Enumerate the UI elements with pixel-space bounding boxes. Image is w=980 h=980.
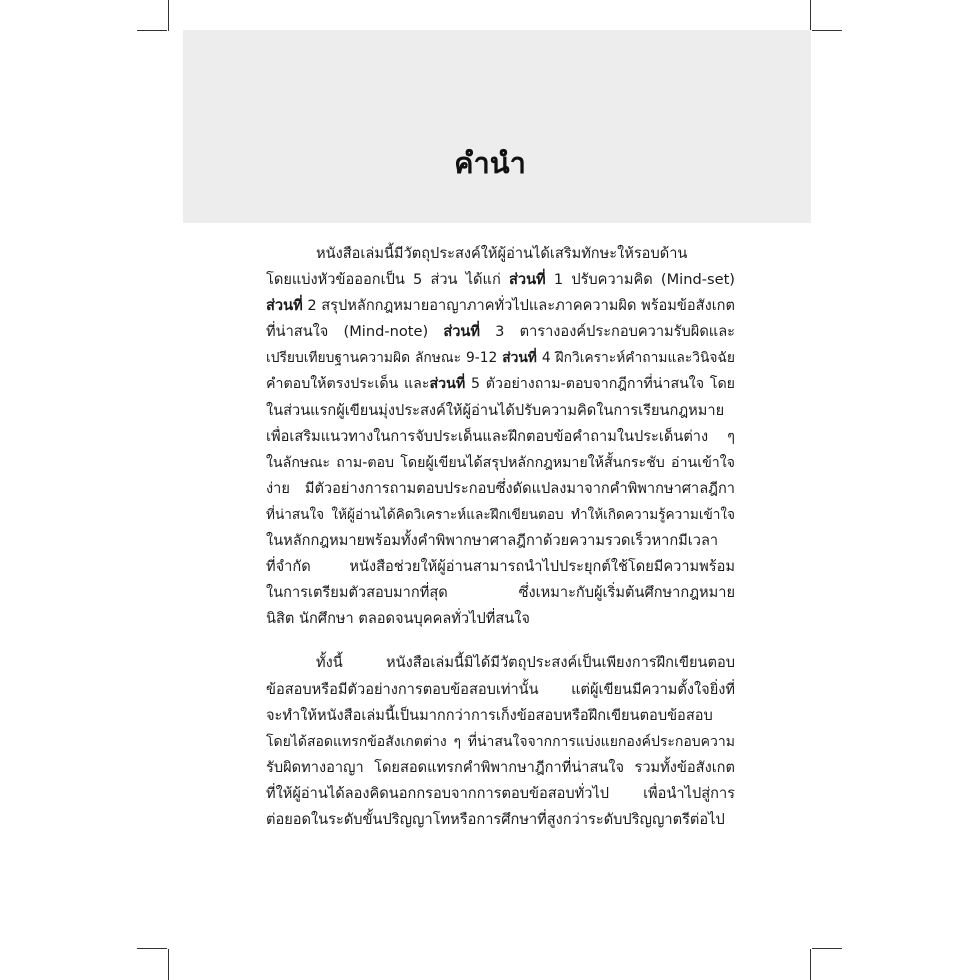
text-line: หนังสือเล่มนี้มีวัตถุประสงค์ให้ผู้อ่านได้เสริมทักษะให้รอบด้าน [316, 245, 688, 262]
crop-mark-top-left-vertical [168, 0, 169, 31]
bold-term: ส่วนที่ [502, 350, 537, 367]
text-line: ในหลักกฎหมายพร้อมทั้งคำพิพากษาศาลฎีกาด้วยความรวดเร็วหากมีเวลา [266, 532, 719, 550]
bold-term: ส่วนที่ [266, 297, 303, 315]
paragraph-gap [266, 632, 735, 650]
header-band [183, 30, 811, 223]
page-title: คำนำ [454, 146, 526, 180]
text-line: ที่ให้ผู้อ่านได้ลองคิดนอกกรอบจากการตอบข้อสอบทั่วไป เพื่อนำไปสู่การ [266, 784, 735, 802]
text-line: ต่อยอดในระดับขั้นปริญญาโทหรือการศึกษาที่สูงกว่าระดับปริญญาตรีต่อไป [266, 810, 725, 828]
crop-mark-bottom-right-vertical [810, 949, 811, 980]
text-line: โดยได้สอดแทรกข้อสังเกตต่าง ๆ ที่น่าสนใจจากการแบ่งแยกองค์ประกอบความ [266, 733, 735, 750]
text-line: โดยแบ่งหัวข้อออกเป็น 5 ส่วน ได้แก่ ส่วนที่ 1 ปรับความคิด (Mind-set) [266, 271, 735, 289]
text-line: ง่าย มีตัวอย่างการถามตอบประกอบซึ่งดัดแปลงมาจากคำพิพากษาศาลฎีกา [266, 479, 735, 497]
text-line: ที่น่าสนใจ (Mind-note) ส่วนที่ 3 ตารางองค์ประกอบความรับผิดและ [266, 323, 735, 341]
crop-mark-top-right-vertical [810, 0, 811, 31]
text-line: ที่จำกัด หนังสือช่วยให้ผู้อ่านสามารถนำไปประยุกต์ใช้โดยมีความพร้อม [266, 558, 735, 576]
bold-term: ส่วนที่ [429, 376, 466, 393]
crop-mark-top-right-horizontal [812, 30, 842, 31]
preface-body [266, 241, 735, 833]
text-line: ส่วนที่ 2 สรุปหลักกฎหมายอาญาภาคทั่วไปและภาคความผิด พร้อมข้อสังเกต [266, 297, 736, 315]
crop-mark-bottom-right-horizontal [812, 948, 842, 949]
text-line: ทั้งนี้ หนังสือเล่มนี้มิได้มีวัตถุประสงค์เป็นเพียงการฝึกเขียนตอบ [316, 654, 735, 672]
text-line: จะทำให้หนังสือเล่มนี้เป็นมากกว่าการเก็งข้อสอบหรือฝึกเขียนตอบข้อสอบ [266, 706, 713, 724]
text-line: ในส่วนแรกผู้เขียนมุ่งประสงค์ให้ผู้อ่านได้ปรับความคิดในการเรียนกฎหมาย [266, 401, 725, 419]
paragraph-1 [266, 241, 735, 632]
text-line: นิสิต นักศึกษา ตลอดจนบุคคลทั่วไปที่สนใจ [266, 610, 530, 628]
crop-mark-bottom-left-vertical [168, 949, 169, 980]
crop-mark-bottom-left-horizontal [137, 948, 167, 949]
text-line: ที่น่าสนใจ ให้ผู้อ่านได้คิดวิเคราะห์และฝึกเขียนตอบ ทำให้เกิดความรู้ความเข้าใจ [266, 506, 735, 523]
bold-term: ส่วนที่ [443, 323, 481, 341]
bold-term: ส่วนที่ [508, 271, 546, 289]
text-line: ในการเตรียมตัวสอบมากที่สุด ซึ่งเหมาะกับผู้เริ่มต้นศึกษากฎหมาย [266, 584, 735, 602]
text-line: เพื่อเสริมแนวทางในการจับประเด็นและฝึกตอบข้อคำถามในประเด็นต่าง ๆ [266, 427, 735, 445]
crop-mark-top-left-horizontal [137, 30, 167, 31]
text-line: รับผิดทางอาญา โดยสอดแทรกคำพิพากษาฎีกาที่น่าสนใจ รวมทั้งข้อสังเกต [266, 758, 735, 776]
paragraph-2 [266, 650, 735, 833]
text-line: คำตอบให้ตรงประเด็น และส่วนที่ 5 ตัวอย่างถาม-ตอบจากฎีกาที่น่าสนใจ โดย [266, 376, 735, 393]
text-line: ในลักษณะ ถาม-ตอบ โดยผู้เขียนได้สรุปหลักกฎหมายให้สั้นกระชับ อ่านเข้าใจ [266, 454, 735, 471]
text-line: เปรียบเทียบฐานความผิด ลักษณะ 9-12 ส่วนที่ 4 ฝึกวิเคราะห์คำถามและวินิจฉัย [266, 350, 735, 367]
text-line: ข้อสอบหรือมีตัวอย่างการตอบข้อสอบเท่านั้น แต่ผู้เขียนมีความตั้งใจยิ่งที่ [266, 680, 735, 698]
